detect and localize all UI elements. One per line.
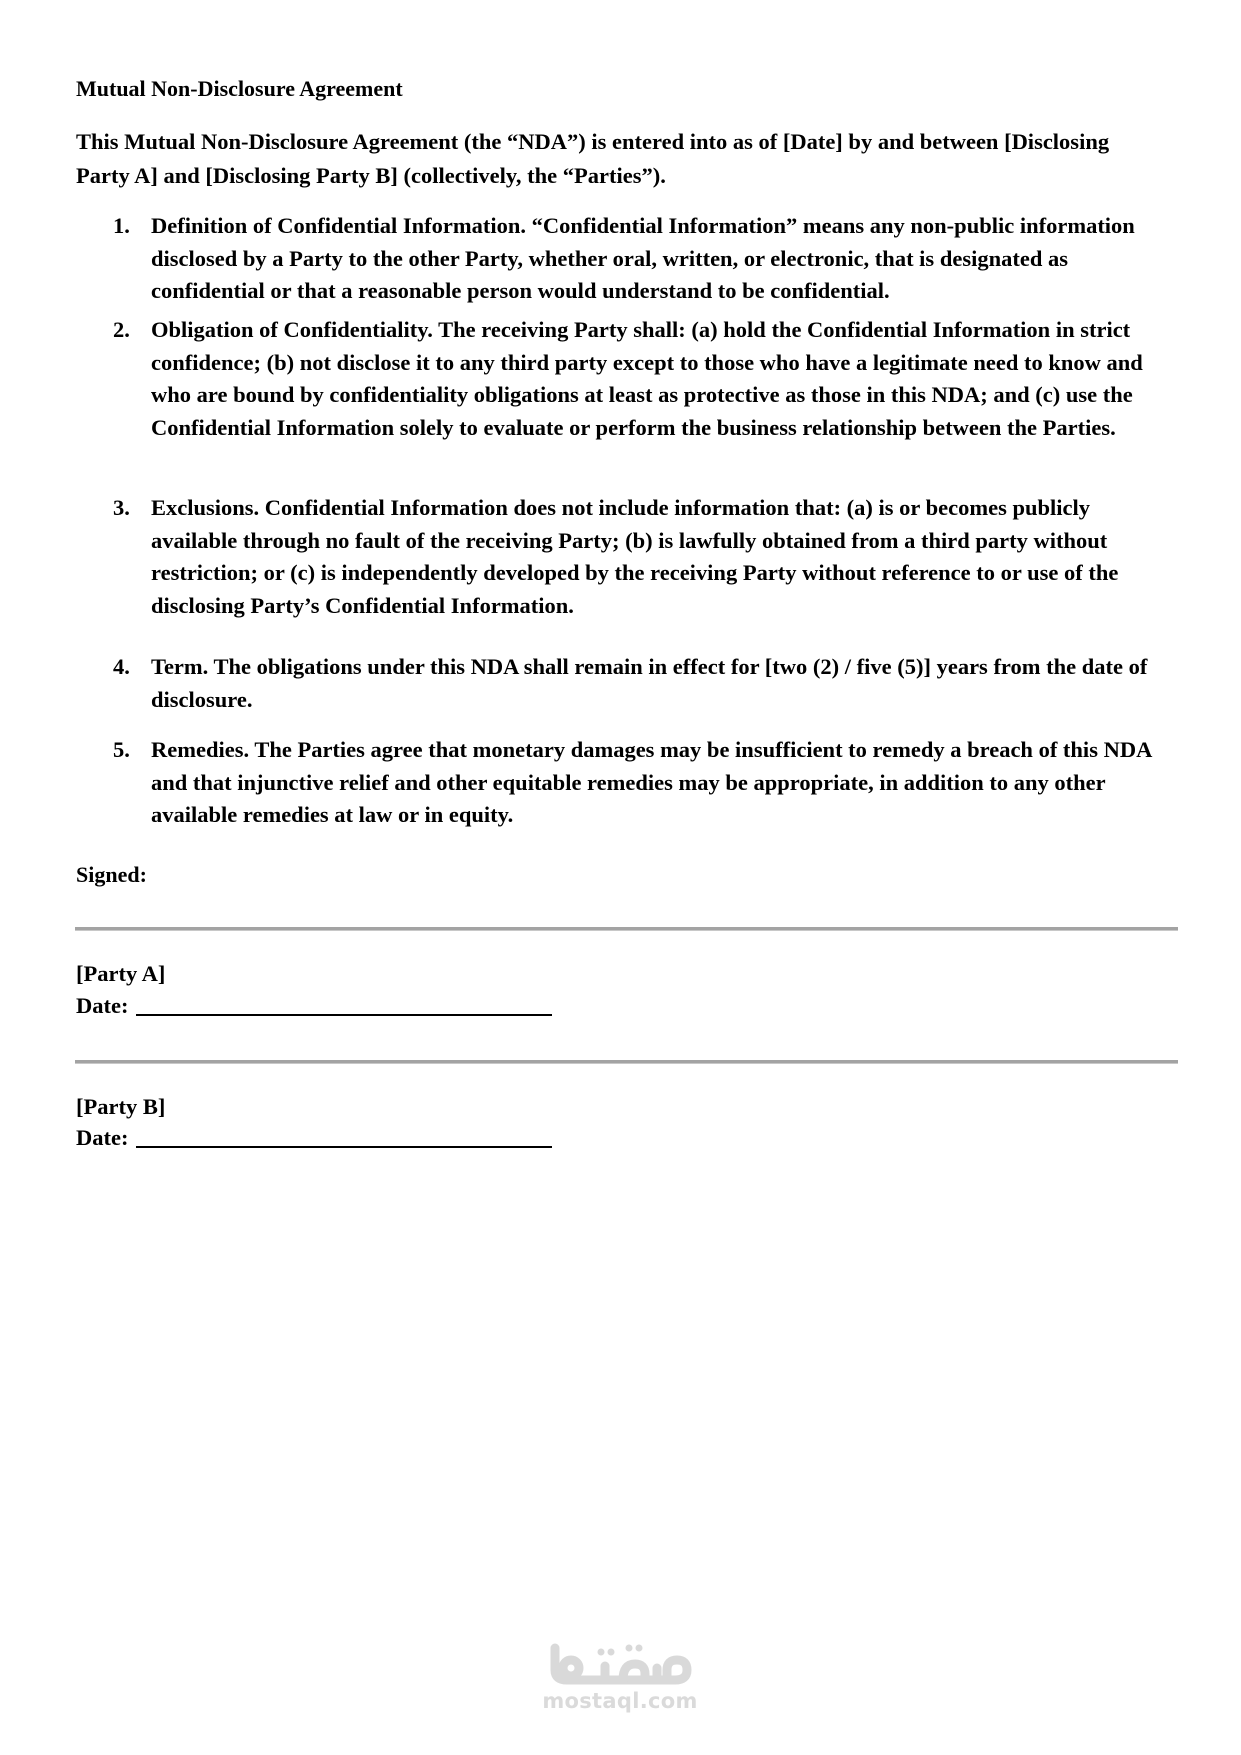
- date-label: Date:: [76, 993, 129, 1018]
- clause-number: 2.: [113, 317, 130, 342]
- clause-text: Obligation of Confidentiality. The receiving Party shall: (a) hold the Confidential Information in strict confidence; (b) not disclose it to any third party except to those who have a legitimate need to know and who are bound by confidentiality obligations at least as protective as those in this NDA; and (c) use the Confidential Information solely to evaluate or perform the business relationship between the Parties.: [151, 317, 1143, 440]
- date-blank-line[interactable]: [136, 1146, 552, 1148]
- watermark: [540, 1640, 700, 1712]
- clause-text: Remedies. The Parties agree that monetary damages may be insufficient to remedy a breach of this NDA and that injunctive relief and other equitable remedies may be appropriate, in addition to any other available remedies at law or in equity.: [151, 737, 1152, 827]
- clause-number: 4.: [113, 654, 130, 679]
- clause-text: Exclusions. Confidential Information does not include information that: (a) is or becomes publicly available through no fault of the receiving Party; (b) is lawfully obtained from a third party without restriction; or (c) is independently developed by the receiving Party without reference to or use of the disclosing Party’s Confidential Information.: [151, 495, 1119, 618]
- mostaql-logo-icon: [545, 1640, 695, 1688]
- intro-paragraph: This Mutual Non-Disclosure Agreement (the “NDA”) is entered into as of [Date] by and between [Disclosing Party A] and [Disclosing Party B] (collectively, the “Parties”).: [76, 129, 1110, 188]
- clause-number: 1.: [113, 213, 130, 238]
- party-b-name: [Party B]: [76, 1094, 166, 1119]
- clause-number: 5.: [113, 737, 130, 762]
- party-a-date-row: [76, 990, 552, 1022]
- clause-item-1: [76, 210, 1168, 308]
- clause-number: 3.: [113, 495, 130, 520]
- clause-text: Definition of Confidential Information. “Confidential Information” means any non-public information disclosed by a Party to the other Party, whether oral, written, or electronic, that is designated as confidential or that a reasonable person would understand to be confidential.: [151, 213, 1135, 303]
- signed-label: Signed:: [76, 862, 147, 887]
- document-title: Mutual Non-Disclosure Agreement: [76, 76, 403, 101]
- signature-divider: [75, 1060, 1178, 1064]
- date-blank-line[interactable]: [136, 1014, 552, 1016]
- party-b-date-row: [76, 1122, 552, 1154]
- clause-item-4: [76, 651, 1168, 716]
- clause-item-3: [76, 492, 1168, 622]
- date-label: Date:: [76, 1125, 129, 1150]
- watermark-site: mostaql.com: [542, 1689, 698, 1713]
- party-a-name: [Party A]: [76, 961, 166, 986]
- signature-divider: [75, 927, 1178, 931]
- clause-item-2: [76, 314, 1168, 444]
- clause-text: Term. The obligations under this NDA shall remain in effect for [two (2) / five (5)] years from the date of disclosure.: [151, 654, 1148, 712]
- clause-item-5: [76, 734, 1168, 832]
